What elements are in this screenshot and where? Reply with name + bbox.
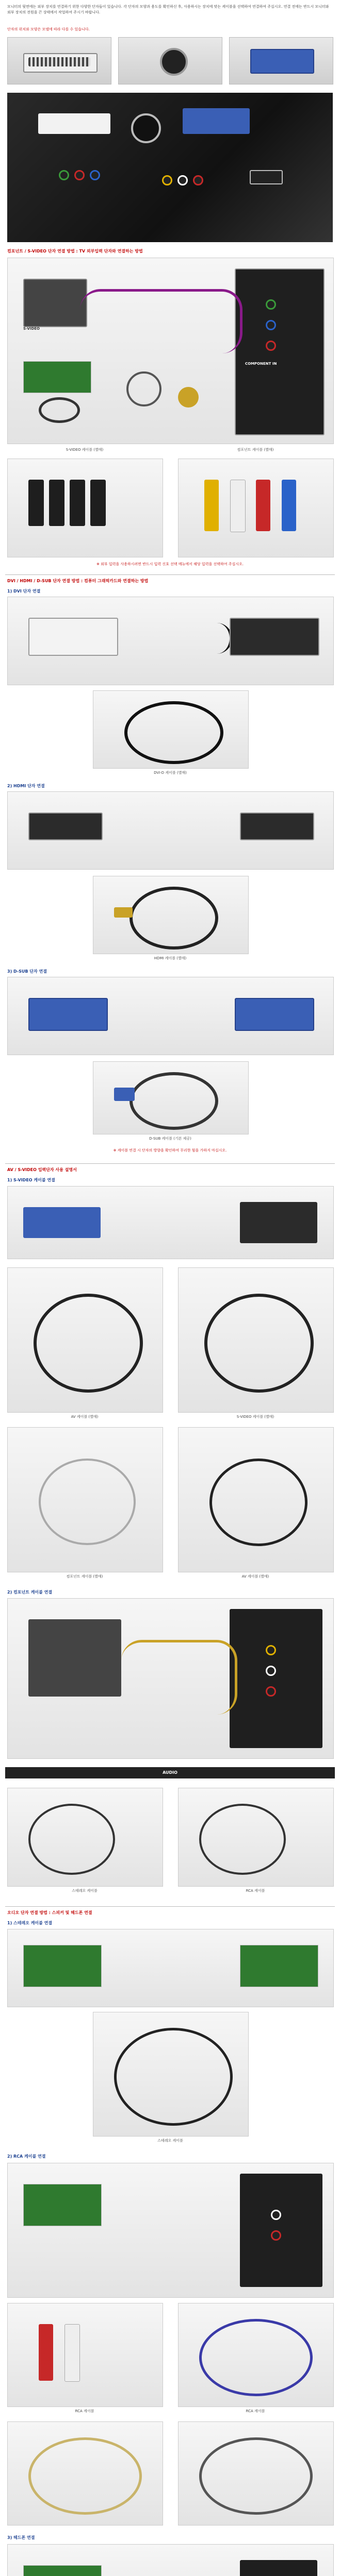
hdmi-connection-diagram xyxy=(7,791,334,870)
caption-dvi: DVI-D 케이블 (별매) xyxy=(154,771,187,775)
step-dvi: 1) DVI 단자 연결 xyxy=(7,589,41,594)
step-component-cable: 2) 컴포넌트 케이블 연결 xyxy=(7,1590,53,1595)
intro-paragraph: 모니터의 뒷면에는 외부 장치를 연결하기 위한 다양한 단자들이 있습니다. 각 단자의 모양과 용도를 확인하신 후, 사용하시는 장치에 맞는 케이블을 선택하여 연결하여 주십시오. 연결 전에는 반드시 모니터와 외부 장치의 전원을 끈 상태에서 작업하여 주시기 바랍니다. xyxy=(7,5,329,14)
step-stereo-cable: 1) 스테레오 케이블 연결 xyxy=(7,1921,53,1925)
step-dsub: 3) D-SUB 단자 연결 xyxy=(7,969,47,974)
rca-cable-photo-2 xyxy=(178,2303,334,2407)
headphone-diagram xyxy=(7,2544,334,2576)
section-title-1: 컴포넌트 / S-VIDEO 단자 연결 방법 : TV 외부입력 단자와 연결하는 방법 xyxy=(7,249,143,253)
component-cable-photo xyxy=(178,459,334,557)
section-title-3: AV / S-VIDEO 입력단자 사용 설명서 xyxy=(7,1167,77,1172)
av-input-diagram-1 xyxy=(7,1186,334,1259)
caption-av-1: AV 케이블 (별매) xyxy=(71,1415,99,1419)
step-hdmi: 2) HDMI 단자 연결 xyxy=(7,784,45,788)
step-svideo-cable: 1) S-VIDEO 케이블 연결 xyxy=(7,1178,55,1182)
caption-av-3: 컴포넌트 케이블 (별매) xyxy=(66,1574,103,1579)
audio-banner: AUDIO xyxy=(5,1767,335,1778)
audio-cable-photo-1 xyxy=(7,1788,163,1887)
rca-cable-photo-3 xyxy=(7,2421,163,2526)
dvi-connection-diagram xyxy=(7,597,334,685)
component-svideo-diagram xyxy=(7,258,334,444)
audio-diagram-2 xyxy=(7,2163,334,2298)
hdmi-cable-photo xyxy=(93,876,249,954)
svideo-label: S-VIDEO xyxy=(23,327,40,331)
dsub-cable-photo xyxy=(93,1061,249,1134)
caption-audio-2: RCA 케이블 xyxy=(246,1889,265,1893)
rca-cable-photo-4 xyxy=(178,2421,334,2526)
av-input-diagram-2 xyxy=(7,1598,334,1759)
stereo-cable-photo xyxy=(93,2012,249,2137)
caption-rca-1: RCA 케이블 xyxy=(75,2409,94,2413)
caption-stereo: 스테레오 케이블 xyxy=(157,2139,183,2143)
warning-input-select: ※ 외부 입력을 사용하시려면 반드시 입력 신호 선택 메뉴에서 해당 입력을 선택하여 주십시오. xyxy=(96,562,244,566)
caption-audio-1: 스테레오 케이블 xyxy=(72,1889,98,1893)
step-rca-cable: 2) RCA 케이블 연결 xyxy=(7,2154,46,2159)
rca-cable-photo-1 xyxy=(7,2303,163,2407)
dsub-port-photo xyxy=(229,37,333,84)
audio-cable-photo-2 xyxy=(178,1788,334,1887)
step-headphone: 3) 헤드폰 연결 xyxy=(7,2535,35,2540)
av-cable-photo-1 xyxy=(7,1267,163,1413)
monitor-back-photo xyxy=(7,93,333,242)
caption-rca-2: RCA 케이블 xyxy=(246,2409,265,2413)
svideo-port-photo xyxy=(118,37,222,84)
svideo-cable-photo xyxy=(7,459,163,557)
caption-component: 컴포넌트 케이블 (별매) xyxy=(237,448,274,452)
section-title-2: DVI / HDMI / D-SUB 단자 연결 방법 : 컴퓨터 그래픽카드와 연결하는 방법 xyxy=(7,579,149,583)
audio-diagram-1 xyxy=(7,1929,334,2007)
intro-note: 단자의 위치와 모양은 모델에 따라 다를 수 있습니다. xyxy=(7,27,90,31)
caption-av-2: S-VIDEO 케이블 (별매) xyxy=(236,1415,274,1419)
dvi-cable-photo xyxy=(93,690,249,769)
caption-svideo: S-VIDEO 케이블 (별매) xyxy=(66,448,104,452)
caption-dsub: D-SUB 케이블 (기본 제공) xyxy=(149,1137,191,1141)
caption-hdmi: HDMI 케이블 (별매) xyxy=(154,956,187,960)
dvi-port-photo xyxy=(7,37,111,84)
dsub-connection-diagram xyxy=(7,977,334,1055)
component-in-label: COMPONENT IN xyxy=(245,362,277,366)
caption-av-4: AV 케이블 (별매) xyxy=(241,1574,269,1579)
section-title-4: 오디오 단자 연결 방법 : 스피커 및 헤드폰 연결 xyxy=(7,1910,92,1915)
av-cable-photo-2 xyxy=(178,1267,334,1413)
av-cable-photo-4 xyxy=(178,1427,334,1572)
warning-cable-direction: ※ 케이블 연결 시 단자의 방향을 확인하여 무리한 힘을 가하지 마십시오. xyxy=(113,1148,227,1153)
av-cable-photo-3 xyxy=(7,1427,163,1572)
